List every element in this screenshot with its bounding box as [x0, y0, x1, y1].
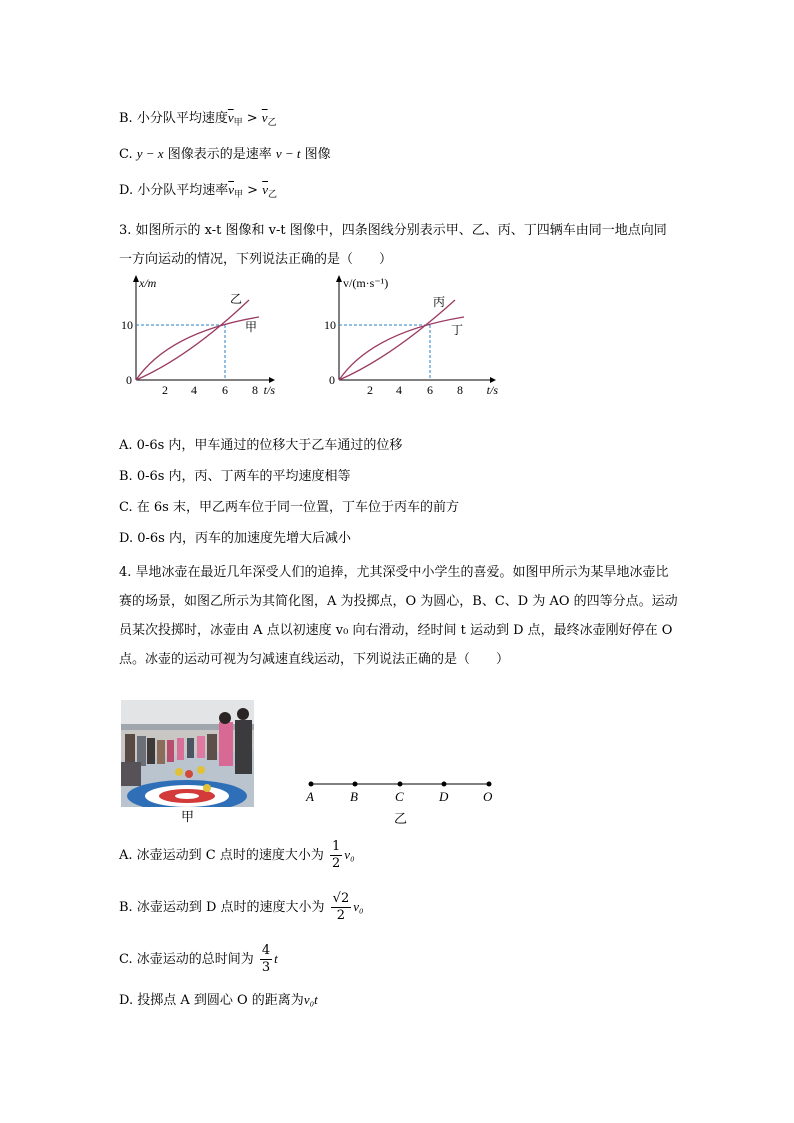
- label-b: B: [350, 789, 358, 804]
- fig-jia-caption: 甲: [181, 810, 195, 825]
- vt-tick-6: 6: [427, 383, 433, 397]
- fig-yi-caption: 乙: [394, 812, 408, 827]
- q4-option-c: C. 冰壶运动的总时间为 $\frac{4}{3}$ t: [119, 943, 278, 975]
- point-c: [398, 782, 403, 787]
- q2-option-b: B. 小分队平均速度$\overline{v}_甲 > \overline{v}_乙$: [119, 110, 277, 128]
- vt-label-ding: 丁: [451, 323, 464, 337]
- q3-stem: 3. 如图所示的 x-t 图像和 v-t 图像中，四条图线分别表示甲、乙、丙、丁四辆车由同一地点向同一方向运动的情况，下列说法正确的是（ ）: [119, 223, 667, 267]
- xt-tick-6: 6: [222, 383, 228, 397]
- vt-ylabel: v/(m·s⁻¹): [343, 276, 389, 290]
- point-d: [442, 782, 447, 787]
- vt-xlabel: t/s: [486, 383, 498, 397]
- curve-yi: [136, 300, 249, 380]
- label-d: D: [439, 789, 449, 804]
- vt-y10: 10: [324, 318, 336, 332]
- point-o: [487, 782, 492, 787]
- xt-tick-8: 8: [252, 383, 258, 397]
- curling-photo: [121, 700, 254, 807]
- vt-tick-2: 2: [367, 383, 373, 397]
- q4-option-d: D. 投掷点 A 到圆心 O 的距离为v₀t: [119, 992, 318, 1008]
- q3-option-a: A. 0-6s 内，甲车通过的位移大于乙车通过的位移: [119, 438, 403, 453]
- vt-y-arrow: [336, 275, 342, 282]
- fraction-a: $\frac{1}{2}$: [332, 839, 341, 871]
- q3-option-d: D. 0-6s 内，丙车的加速度先增大后减小: [119, 531, 351, 546]
- q3-option-c: C. 在 6s 末，甲乙两车位于同一位置，丁车位于丙车的前方: [119, 500, 459, 515]
- label-a: A: [306, 789, 314, 804]
- vt-tick-4: 4: [396, 383, 402, 397]
- fraction-c: $\frac{4}{3}$: [261, 943, 271, 975]
- xt-label-yi: 乙: [230, 292, 243, 306]
- q4-option-b: B. 冰壶运动到 D 点时的速度大小为 $\frac{√2}{2}$ v₀: [119, 891, 364, 923]
- label-o: O: [483, 789, 493, 804]
- curve-bing: [339, 300, 455, 380]
- vt-graph: [322, 272, 502, 402]
- xt-ylabel: x/m: [139, 276, 157, 290]
- q4-stem: 4. 旱地冰壶在最近几年深受人们的追捧，尤其深受中小学生的喜爱。如图甲所示为某旱地冰壶比赛的场景，如图乙所示为其简化图，A 为投掷点，O 为圆心，B、C、D 为 AO 的四等分点。运动员某次投掷时，冰壶由 A 点以初速度 v₀ 向右滑动，经时间 t 运动到 D 点，最终冰壶刚好停在 O 点。冰壶的运动可视为匀减速直线运动，下列说法正确的是（ ）: [119, 565, 678, 667]
- line-diagram: [300, 776, 500, 806]
- fraction-b: $\frac{√2}{2}$: [332, 891, 350, 923]
- xt-xlabel: t/s: [263, 383, 275, 397]
- q2-option-d: D. 小分队平均速率$\overline{v}_甲 > \overline{v}_乙$: [119, 182, 277, 200]
- xt-graph: [119, 272, 279, 402]
- point-b: [353, 782, 358, 787]
- vt-label-bing: 丙: [433, 295, 446, 309]
- vt-origin: 0: [329, 373, 335, 387]
- q2-option-c: C. y − x 图像表示的是速率 v − t 图像: [119, 146, 331, 162]
- xt-origin: 0: [126, 373, 132, 387]
- q3-option-b: B. 0-6s 内，丙、丁两车的平均速度相等: [119, 469, 351, 484]
- xt-label-jia: 甲: [245, 320, 258, 334]
- xt-y10: 10: [121, 318, 133, 332]
- label-c: C: [395, 789, 404, 804]
- xt-tick-2: 2: [162, 383, 168, 397]
- curling-scene-image: [121, 700, 254, 807]
- vt-tick-8: 8: [457, 383, 463, 397]
- point-a: [309, 782, 314, 787]
- q4-option-a: A. 冰壶运动到 C 点时的速度大小为 $\frac{1}{2}$ v₀: [119, 839, 355, 871]
- xt-tick-4: 4: [191, 383, 197, 397]
